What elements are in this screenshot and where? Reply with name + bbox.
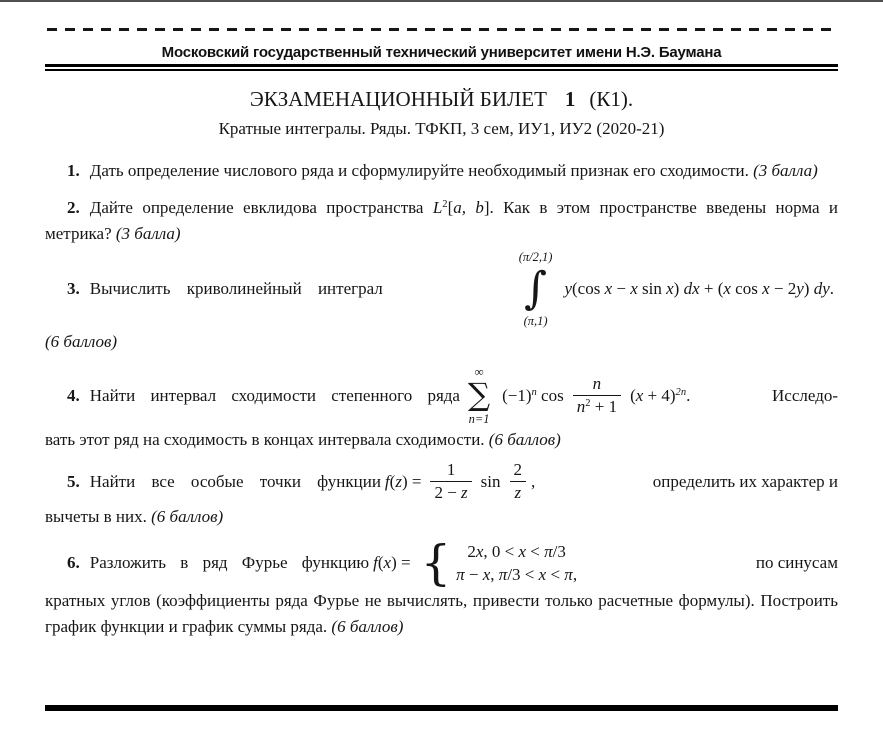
problem-4 <box>45 365 838 426</box>
problem-1-number: 1. <box>67 161 80 180</box>
problem-6-number: 6. <box>67 553 80 572</box>
case-row-1: 2x, 0 < x < π/3 <box>467 542 566 561</box>
case-row-2: π − x, π/3 < x < π, <box>456 565 578 584</box>
denominator: z <box>514 483 522 502</box>
problem-1 <box>45 158 838 184</box>
sin-operator: sin <box>480 471 501 491</box>
problem-4-text <box>45 383 460 409</box>
numerator: 2 <box>510 460 527 482</box>
ticket-number: 1 <box>564 87 576 111</box>
cases-rows <box>456 540 577 586</box>
problem-6-tail: по синусам <box>755 553 838 572</box>
integrand-expression: y(cos x − x sin x) dx + (x cos x − 2y) dy. <box>564 279 834 298</box>
problem-5-tail: определить их характер и <box>652 471 838 491</box>
function-notation: f(x) = <box>373 553 411 572</box>
problem-3-points: (6 баллов) <box>45 332 118 351</box>
denominator: $n^2 + 1$ <box>576 397 618 416</box>
sum-upper-limit: ∞ <box>474 365 484 379</box>
problem-5-number: 5. <box>67 471 80 491</box>
series-term-post: $(x + 4)^{2n}$. <box>630 385 691 405</box>
series-fraction <box>573 374 621 417</box>
integral-lower-limit: (π,1) <box>523 314 548 328</box>
numerator: n <box>573 374 621 396</box>
exam-title <box>45 86 838 112</box>
problem-5-text <box>45 469 381 495</box>
numerator: 1 <box>430 460 471 482</box>
series-term-pre: $(-1)^n$ cos <box>502 385 564 405</box>
problem-6-text-2: кратных углов (коэффициенты ряда Фурье не вычислять, привести только расчетные формулы). Построить график функции и график суммы ряда. (6 баллов) <box>45 591 838 636</box>
fraction-2 <box>510 460 527 503</box>
problem-5 <box>45 460 838 503</box>
course-subtitle: Кратные интегралы. Ряды. ТФКП, 3 сем, ИУ1, ИУ2 (2020-21) <box>218 119 665 138</box>
problem-4-text-2: вать этот ряд на сходимость в концах интервала сходимости. (6 баллов) <box>45 430 561 449</box>
problem-6-lead: Разложить в ряд Фурье функцию <box>89 553 370 572</box>
problem-3-text <box>45 276 511 302</box>
function-notation: f(z) = <box>384 471 422 491</box>
problem-2-number: 2. <box>67 198 80 217</box>
sum-lower-limit: n=1 <box>468 412 490 426</box>
integral-upper-limit: (π/2,1) <box>518 250 553 264</box>
fraction-1 <box>430 460 471 503</box>
page-top-border <box>0 0 883 2</box>
problem-2-text: Дайте определение евклидова пространства $L^2[a$, b]. Как в этом пространстве введены норма и метрика? (3 балла) <box>45 198 838 243</box>
problem-5-lead: Найти все особые точки функции <box>89 471 381 491</box>
problem-4-tail: Исследо- <box>772 385 838 405</box>
ticket-code: (К1). <box>589 87 634 111</box>
problem-1-text: Дать определение числового ряда и сформулируйте необходимый признак его сходимости. (3 балла) <box>89 161 818 180</box>
problem-6 <box>45 535 838 591</box>
document-body <box>45 86 838 640</box>
sum-sign: ∑ <box>467 377 491 413</box>
integral-block <box>519 250 553 328</box>
header-double-rule <box>45 64 838 71</box>
exam-title-text: ЭКЗАМЕНАЦИОННЫЙ БИЛЕТ <box>249 87 547 111</box>
comma: , <box>531 471 536 491</box>
problem-3-number: 3. <box>67 279 80 298</box>
bottom-rule <box>45 705 838 711</box>
dashed-separator <box>47 28 838 31</box>
problem-5-text-2: вычеты в них. (6 баллов) <box>45 507 224 526</box>
problem-4-number: 4. <box>67 385 80 405</box>
cases-brace: { <box>420 535 452 591</box>
institution-name: Московский государственный технический университет имени Н.Э. Баумана <box>161 44 722 61</box>
integral-sign: ∫ <box>524 263 548 314</box>
problem-6-text <box>45 550 369 576</box>
problem-3-lead: Вычислить криволинейный интеграл <box>89 279 383 298</box>
problem-3 <box>45 250 838 328</box>
cases-block <box>420 535 578 591</box>
sum-block <box>468 365 490 426</box>
problem-2 <box>45 195 838 247</box>
denominator: 2 − z <box>434 483 468 502</box>
problem-4-lead: Найти интервал сходимости степенного ряда <box>89 385 460 405</box>
